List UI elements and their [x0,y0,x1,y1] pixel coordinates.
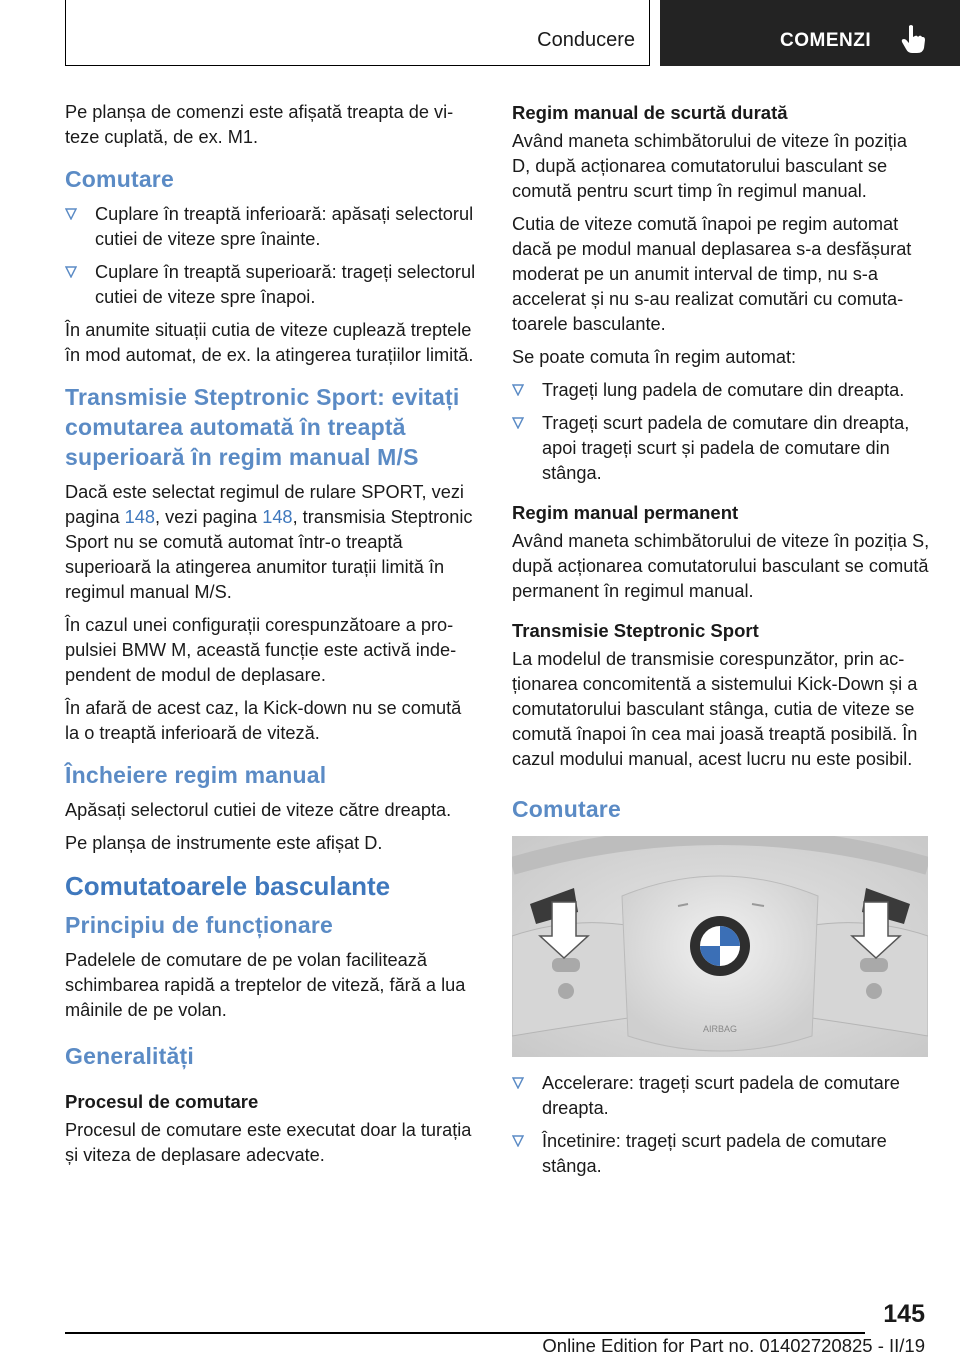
comutare-right-list [512,1071,930,1179]
page-link-148-second[interactable]: 148 [262,507,293,527]
auto-paragraph: În anumite situații cutia de viteze cuplează treptele în mod automat, de ex. la atingerea turațiilor limită. [65,320,474,365]
header-section-box [65,0,650,66]
page-link-148[interactable]: 148 [124,507,156,527]
procesul-heading: Procesul de comutare [65,1091,259,1112]
procesul-paragraph: Procesul de comutare este executat doar la turația și viteza de deplasare adecvate. [65,1120,472,1165]
list-item: Accelerare: trageți scurt padela de comutare dreapta. [512,1071,930,1121]
hand-pointer-icon [900,24,926,54]
steptronic-heading: Transmisie Steptronic Sport: evitați comutarea automată în treaptă superioară în regim manual M/S [65,384,460,470]
list-item: Trageți scurt padela de comutare din dreapta, apoi trageți scurt și padela de comutare din stânga. [512,411,930,486]
comutare-right-heading: Comutare [512,796,621,822]
comutare-list [65,202,477,310]
triangle-bullet-icon [512,384,524,396]
steering-wheel-paddles-image [512,836,928,1057]
scurt-paragraph-2: Cutia de viteze comută înapoi pe regim automat dacă pe modul manual deplasarea s-a desfășurat moderat pe un anumit interval de timp, nu s-a accelerat și nu s-au realizat comutări cu comutatoarele basculante. [512,214,912,334]
principiu-heading: Principiu de funcționare [65,912,334,938]
airbag-label: AIRBAG [702,1024,738,1034]
steptronic-paragraph-1: Dacă este selectat regimul de rulare SPORT, vezi pagina 148, vezi pagina 148, transmisia Steptronic Sport nu se comută automat într-o treaptă superioară la atingerea anumitor turații limită în regimul manual M/S. [65,482,473,602]
footer-divider [65,1332,865,1334]
header-chapter-title: COMENZI [780,30,872,51]
generalitati-heading: Generalități [65,1043,194,1069]
sport-paragraph: La modelul de transmisie corespunzător, prin acționarea concomitentă a sistemului Kick-Down și a comutatorului basculant stânga, cutia de viteze se comută înapoi în cea mai joasă treaptă posibilă. În cazul modului manual, acest lucru nu este posibil. [512,649,918,769]
header-chapter-tab [660,0,960,66]
left-column [65,100,477,1176]
page-number: 145 [883,1300,925,1328]
permanent-heading: Regim manual permanent [512,502,739,523]
steptronic-paragraph-3: În afară de acest caz, la Kick-down nu se comută la o treaptă inferioară de viteză. [65,698,462,743]
comutare-heading: Comutare [65,166,174,192]
scurt-paragraph-1: Având maneta schimbătorului de viteze în poziția D, după acționarea comutatorului basculant se comută pentru scurt timp în regimul manual. [512,131,907,201]
list-item: Cuplare în treaptă superioară: trageți selectorul cutiei de viteze spre înapoi. [65,260,477,310]
incheiere-heading: Încheiere regim manual [65,762,327,788]
comutatoare-heading: Comutatoarele basculante [65,871,391,901]
steptronic-paragraph-2: În cazul unei configurații corespunzătoare a propulsiei BMW M, această funcție este activă independent de modul de deplasare. [65,615,457,685]
scurt-list [512,378,930,486]
header-section-title: Conducere [537,29,635,51]
footer-edition-text: Online Edition for Part no. 01402720825 - II/19 [542,1335,925,1356]
right-column [512,100,930,1187]
triangle-bullet-icon [512,1077,524,1089]
sport-heading: Transmisie Steptronic Sport [512,620,759,641]
triangle-bullet-icon [65,266,77,278]
triangle-bullet-icon [65,208,77,220]
list-item: Încetinire: trageți scurt padela de comutare stânga. [512,1129,930,1179]
scurt-heading: Regim manual de scurtă durată [512,102,788,123]
list-item: Trageți lung padela de comutare din dreapta. [512,378,930,403]
incheiere-paragraph-2: Pe planșa de instrumente este afișat D. [65,833,383,853]
list-item: Cuplare în treaptă inferioară: apăsați selectorul cutiei de viteze spre înainte. [65,202,477,252]
principiu-paragraph: Padelele de comutare de pe volan facilitează schimbarea rapidă a treptelor de viteză, fără a lua mâinile de pe volan. [65,950,466,1020]
intro-paragraph: Pe planșa de comenzi este afișată treapta de viteze cuplată, de ex. M1. [65,102,454,147]
triangle-bullet-icon [512,417,524,429]
triangle-bullet-icon [512,1135,524,1147]
permanent-paragraph: Având maneta schimbătorului de viteze în poziția S, după acționarea comutatorului basculant se comută permanent în regimul manual. [512,531,930,601]
scurt-paragraph-3: Se poate comuta în regim automat: [512,347,797,367]
incheiere-paragraph-1: Apăsați selectorul cutiei de viteze către dreapta. [65,800,452,820]
